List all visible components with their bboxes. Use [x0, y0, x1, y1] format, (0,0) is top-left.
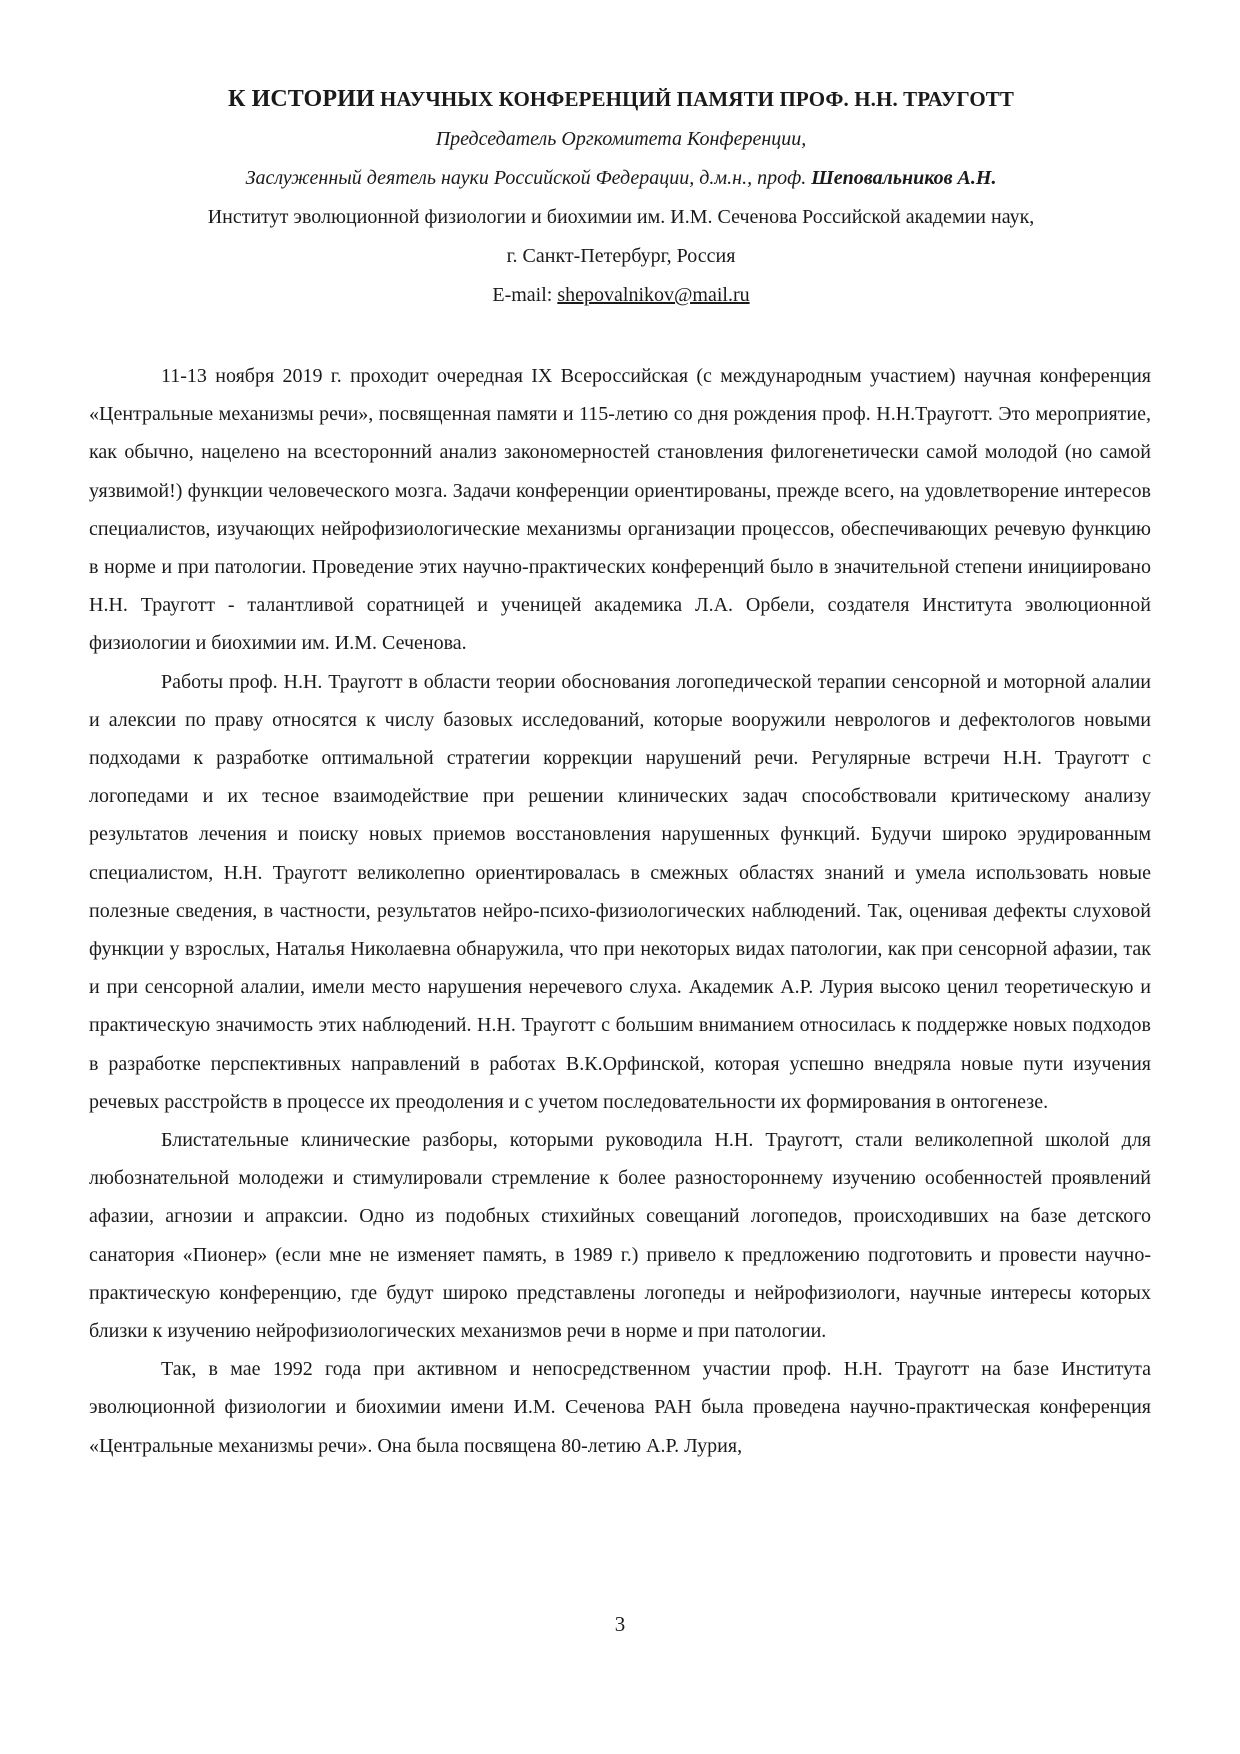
article-title [100, 84, 1142, 114]
page-number: 3 [614, 1612, 626, 1636]
article-header [100, 84, 1142, 315]
title-rest: НАУЧНЫХ КОНФЕРЕНЦИЙ ПАМЯТИ ПРОФ. Н.Н. ТРАУГОТТ [374, 87, 1015, 111]
article-body [89, 357, 1151, 1465]
author-name: Шеповальников А.Н. [811, 167, 997, 189]
author-honor: Заслуженный деятель науки Российской Федерации, д.м.н., проф. [245, 167, 812, 189]
paragraph-4: Так, в мае 1992 года при активном и непосредственном участии проф. Н.Н. Трауготт на базе Института эволюционной физиологии и биохимии имени И.М. Сеченова РАН была проведена научно-практическая конференция «Центральные механизмы речи». Она была посвящена 80-летию А.Р. Лурия, [89, 1358, 1151, 1457]
city-line: г. Санкт-Петербург, Россия [506, 245, 736, 267]
author-role: Председатель Оргкомитета Конференции, [435, 128, 807, 150]
author-line [100, 159, 1142, 198]
title-lead: К ИСТОРИИ [227, 86, 375, 112]
email-link[interactable]: shepovalnikov@mail.ru [557, 284, 750, 306]
email-label: E-mail: [492, 284, 558, 306]
paragraph-2: Работы проф. Н.Н. Трауготт в области теории обоснования логопедической терапии сенсорной и моторной алалии и алексии по праву относятся к числу базовых исследований, которые вооружили неврологов и дефектологов новыми подходами к разработке оптимальной стратегии коррекции нарушений речи. Регулярные встречи Н.Н. Трауготт с логопедами и их тесное взаимодействие при решении клинических задач способствовали критическому анализу результатов лечения и поиску новых приемов восстановления нарушенных функций. Будучи широко эрудированным специалистом, Н.Н. Трауготт великолепно ориентировалась в смежных областях знаний и умела использовать новые полезные сведения, в частности, результатов нейро-психо-физиологических наблюдений. Так, оценивая дефекты слуховой функции у взрослых, Наталья Николаевна обнаружила, что при некоторых видах патологии, как при сенсорной афазии, так и при сенсорной алалии, имели место нарушения неречевого слуха. Академик А.Р. Лурия высоко ценил теоретическую и практическую значимость этих наблюдений. Н.Н. Трауготт с большим вниманием относилась к поддержке новых подходов в разработке перспективных направлений в работах В.К.Орфинской, которая успешно внедряла новые пути изучения речевых расстройств в процессе их преодоления и с учетом последовательности их формирования в онтогенезе. [89, 670, 1151, 1113]
institute-line: Институт эволюционной физиологии и биохимии им. И.М. Сеченова Российской академии наук, [207, 206, 1035, 228]
email-line [100, 276, 1142, 315]
paragraph-1: 11-13 ноября 2019 г. проходит очередная IX Всероссийская (с международным участием) научная конференция «Центральные механизмы речи», посвященная памяти и 115-летию со дня рождения проф. Н.Н.Трауготт. Это мероприятие, как обычно, нацелено на всесторонний анализ закономерностей становления филогенетически самой молодой (но самой уязвимой!) функции человеческого мозга. Задачи конференции ориентированы, прежде всего, на удовлетворение интересов специалистов, изучающих нейрофизиологические механизмы организации процессов, обеспечивающих речевую функцию в норме и при патологии. Проведение этих научно-практических конференций было в значительной степени инициировано Н.Н. Трауготт - талантливой соратницей и ученицей академика Л.А. Орбели, создателя Института эволюционной физиологии и биохимии им. И.М. Сеченова. [89, 365, 1151, 655]
paragraph-3: Блистательные клинические разборы, которыми руководила Н.Н. Трауготт, стали великолепной школой для любознательной молодежи и стимулировали стремление к более разностороннему изучению особенностей проявлений афазии, агнозии и апраксии. Одно из подобных стихийных совещаний логопедов, происходивших на базе детского санатория «Пионер» (если мне не изменяет память, в 1989 г.) привело к предложению подготовить и провести научно-практическую конференцию, где будут широко представлены логопеды и нейрофизиологи, научные интересы которых близки к изучению нейрофизиологических механизмов речи в норме и при патологии. [89, 1129, 1151, 1343]
